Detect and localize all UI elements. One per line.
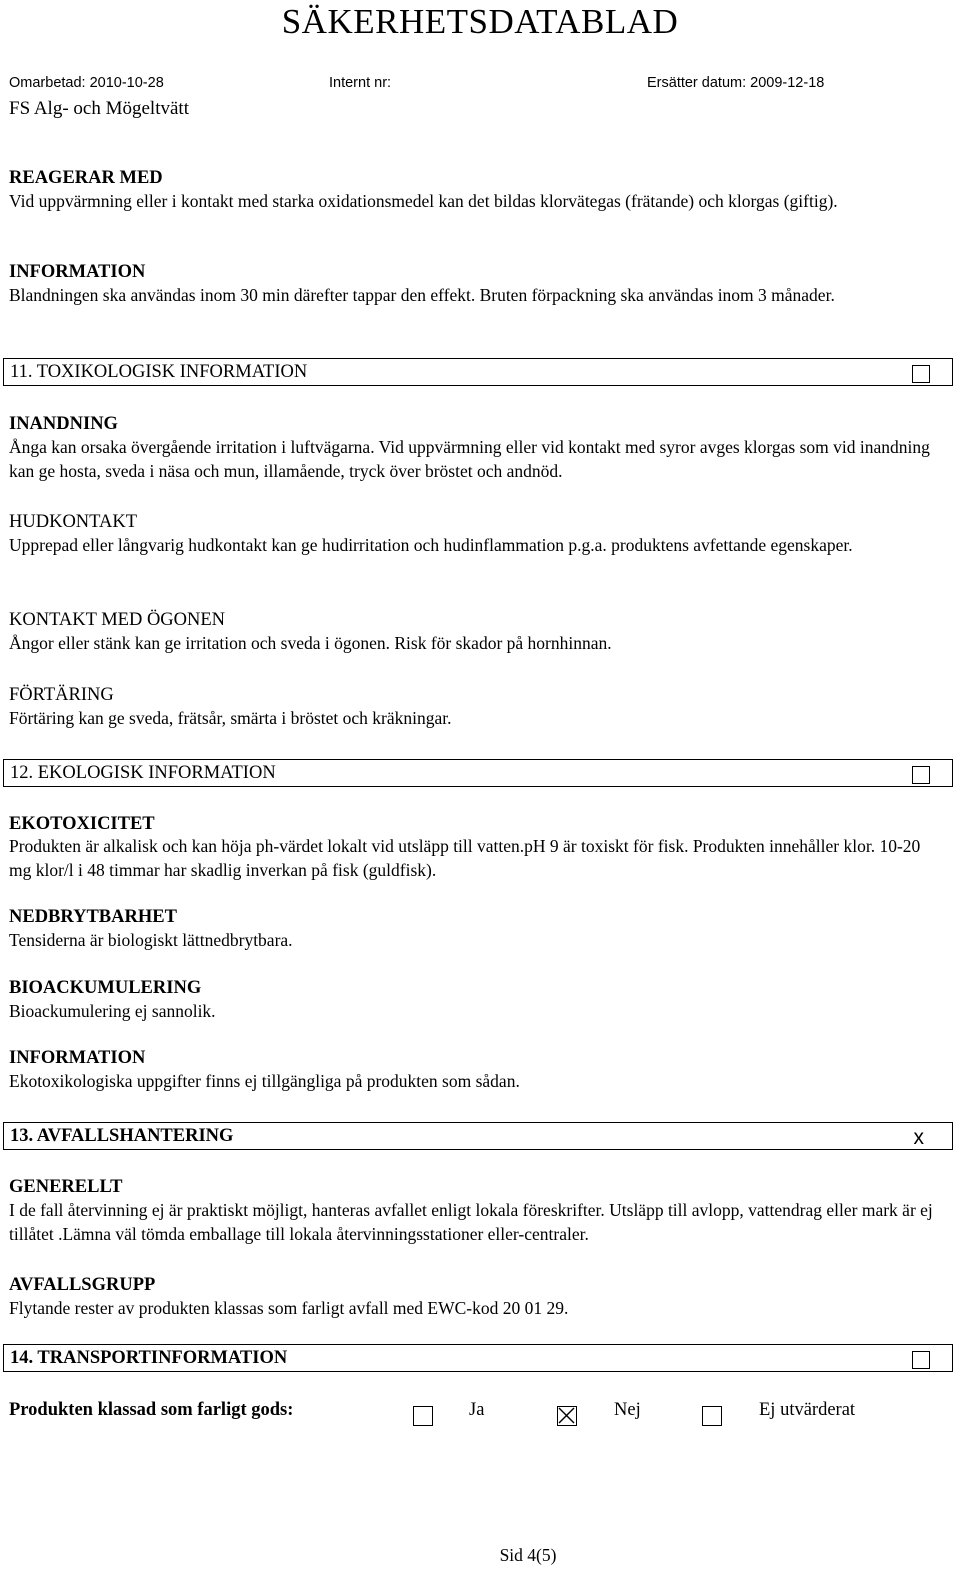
degradability-heading: NEDBRYTBARHET — [9, 907, 177, 927]
degradability-text: Tensiderna är biologiskt lättnedbrytbara. — [9, 930, 293, 950]
waste-group-heading: AVFALLSGRUPP — [9, 1275, 156, 1295]
checkbox-yes[interactable] — [413, 1406, 433, 1426]
skin-text: Upprepad eller långvarig hudkontakt kan ge hudirritation och hudinflammation p.g.a. produktens avfettande egenskaper. — [9, 535, 853, 555]
ecotox-text: Produkten är alkalisk och kan höja ph-värdet lokalt vid utsläpp till vatten.pH 9 är toxiskt för fisk. Produkten innehåller klor. 10-20 mg klor/l i 48 timmar har skadlig inverkan på fisk (guldfisk). — [9, 836, 921, 880]
inhalation-heading: INANDNING — [9, 414, 118, 434]
section-14-header — [3, 1344, 953, 1372]
option-unassessed-label: Ej utvärderat — [759, 1400, 856, 1420]
section-12-header — [3, 759, 953, 787]
ingestion-heading: FÖRTÄRING — [9, 685, 114, 705]
info1-heading: INFORMATION — [9, 262, 146, 282]
section-11-checkbox[interactable] — [912, 365, 930, 383]
info1-text: Blandningen ska användas inom 30 min därefter tappar den effekt. Bruten förpackning ska användas inom 3 månader. — [9, 285, 835, 305]
option-yes-label: Ja — [469, 1400, 485, 1420]
reacts-heading: REAGERAR MED — [9, 168, 163, 188]
eye-heading: KONTAKT MED ÖGONEN — [9, 610, 226, 630]
section-14-checkbox[interactable] — [912, 1351, 930, 1369]
general-text: I de fall återvinning ej är praktiskt möjligt, hanteras avfallet enligt lokala föreskrifter. Utsläpp till avlopp, vattendrag eller mark är ej tillåtet .Lämna väl tömda emballage till lokala återvinningsstationer eller-centraler. — [9, 1200, 933, 1244]
reacts-text: Vid uppvärmning eller i kontakt med starka oxidationsmedel kan det bildas klorvätegas (frätande) och klorgas (giftig). — [9, 191, 838, 211]
bioaccumulation-heading: BIOACKUMULERING — [9, 978, 202, 998]
section-12-title: 12. EKOLOGISK INFORMATION — [10, 763, 276, 783]
ingestion-text: Förtäring kan ge sveda, frätsår, smärta i bröstet och kräkningar. — [9, 708, 452, 728]
section-13-header — [3, 1122, 953, 1150]
checkbox-unassessed[interactable] — [702, 1406, 722, 1426]
replaces-date: Ersätter datum: 2009-12-18 — [647, 75, 825, 91]
section-11-header — [3, 358, 953, 386]
skin-heading: HUDKONTAKT — [9, 512, 138, 532]
eco-info-heading: INFORMATION — [9, 1048, 146, 1068]
document-title: SÄKERHETSDATABLAD — [281, 2, 679, 41]
section-14-title: 14. TRANSPORTINFORMATION — [10, 1348, 288, 1368]
section-11-title: 11. TOXIKOLOGISK INFORMATION — [10, 362, 308, 382]
checked-x-icon — [558, 1407, 575, 1424]
dangerous-goods-label: Produkten klassad som farligt gods: — [9, 1400, 294, 1420]
checkbox-no[interactable] — [557, 1406, 577, 1426]
eye-text: Ångor eller stänk kan ge irritation och sveda i ögonen. Risk för skador på hornhinnan. — [9, 633, 612, 653]
option-no-label: Nej — [614, 1400, 641, 1420]
inhalation-text: Ånga kan orsaka övergående irritation i luftvägarna. Vid uppvärmning eller vid kontakt med syror avges klorgas som vid inandning kan ge hosta, sveda i näsa och mun, illamående, tryck över bröstet och andnöd. — [9, 437, 930, 481]
eco-info-text: Ekotoxikologiska uppgifter finns ej tillgängliga på produkten som sådan. — [9, 1071, 520, 1091]
waste-group-text: Flytande rester av produkten klassas som farligt avfall med EWC-kod 20 01 29. — [9, 1298, 569, 1318]
page-number: Sid 4(5) — [499, 1545, 557, 1565]
section-12-checkbox[interactable] — [912, 766, 930, 784]
section-13-title: 13. AVFALLSHANTERING — [10, 1126, 234, 1146]
ecotox-heading: EKOTOXICITET — [9, 814, 155, 834]
product-name: FS Alg- och Mögeltvätt — [9, 98, 189, 119]
internal-number: Internt nr: — [329, 75, 392, 91]
bioaccumulation-text: Bioackumulering ej sannolik. — [9, 1001, 216, 1021]
general-heading: GENERELLT — [9, 1177, 123, 1197]
section-13-mark: x — [913, 1126, 924, 1149]
revised-date: Omarbetad: 2010-10-28 — [9, 75, 164, 91]
